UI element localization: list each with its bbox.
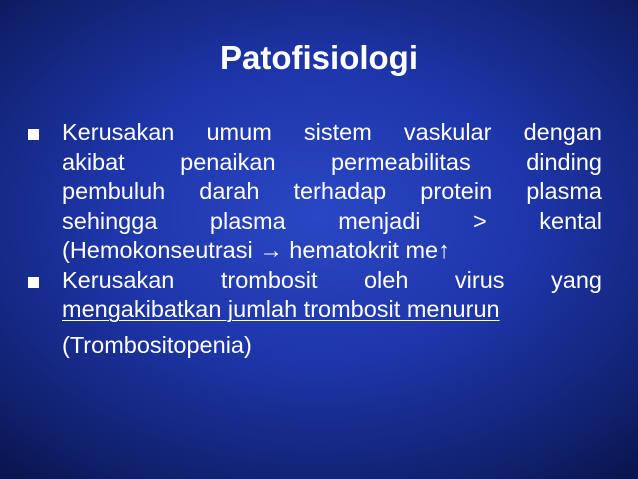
trailing-line: (Trombositopenia)	[62, 331, 252, 358]
bullet-line: Kerusakan trombosit oleh virus yang	[62, 266, 602, 293]
square-bullet-icon	[28, 277, 39, 288]
bullet-line: akibat penaikan permeabilitas dinding	[62, 148, 602, 175]
bullet-line: mengakibatkan jumlah trombosit menurun	[62, 296, 500, 322]
bullet-text	[62, 266, 602, 325]
bullet-line: Kerusakan umum sistem vaskular dengan	[62, 119, 602, 145]
bullet-text	[62, 118, 602, 266]
bullet-item	[22, 118, 602, 266]
bullet-item	[22, 266, 602, 325]
square-bullet-icon	[28, 129, 39, 140]
slide-title: Patofisiologi	[220, 39, 418, 76]
bullet-list	[22, 118, 602, 360]
bullet-line: (Hemokonseutrasi → hematokrit me↑	[62, 237, 450, 263]
bullet-line: pembuluh darah terhadap protein plasma	[62, 178, 602, 204]
bullet-line: sehingga plasma menjadi > kental	[62, 207, 602, 234]
